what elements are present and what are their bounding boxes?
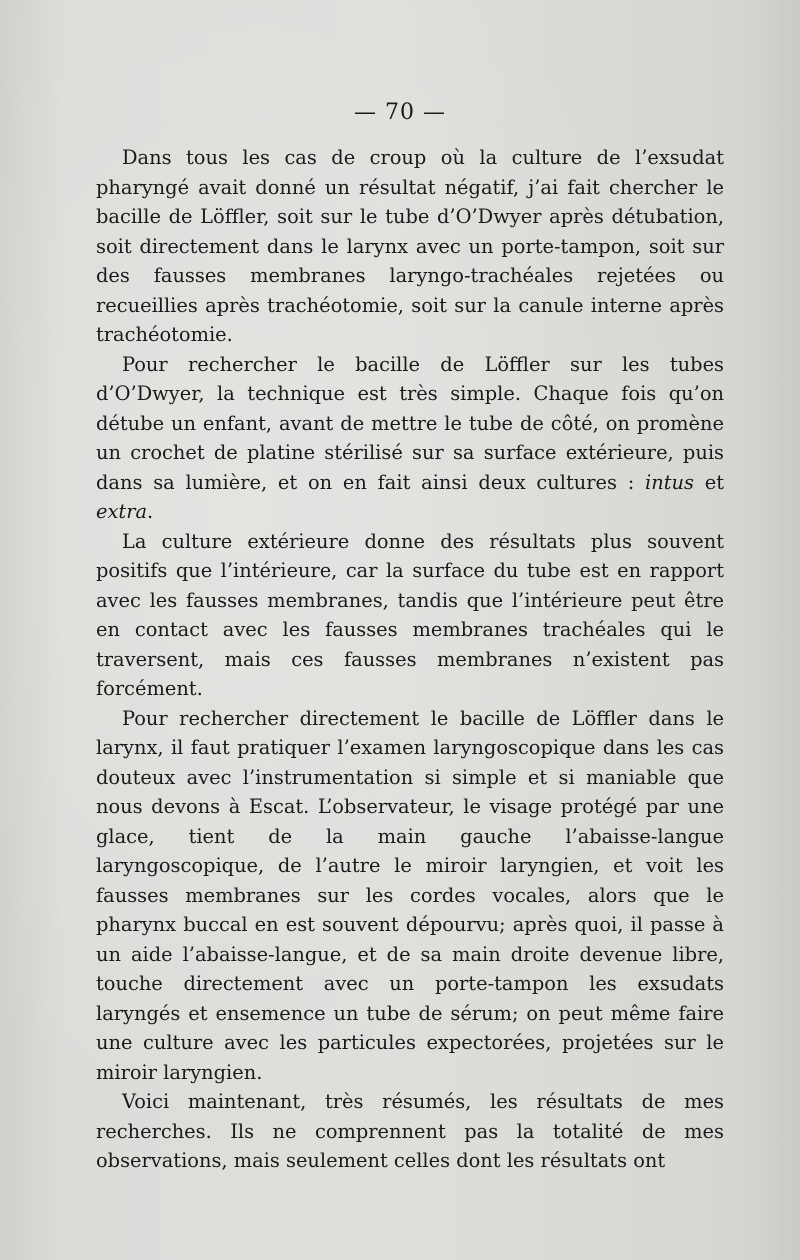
- paragraph-2-text-before: Pour rechercher le bacille de Löffler sur les tubes d’O’Dwyer, la technique est très simple. Chaque fois qu’on détube un enfant, avant de mettre le tube de côté, on promène un crochet de platine stérilisé sur sa surface extérieure, puis dans sa lumière, et on en fait ainsi deux cultures :: [96, 352, 724, 494]
- paragraph-5: Voici maintenant, très résumés, les résultats de mes recherches. Ils ne comprennent pas la totalité de mes observations, mais seulement celles dont les résultats ont: [96, 1090, 724, 1172]
- paragraph-2-text-middle: et: [693, 470, 724, 494]
- paragraph-3: La culture extérieure donne des résultats plus souvent positifs que l’intérieure, car la surface du tube est en rapport avec les fausses membranes, tandis que l’intérieure peut être en contact avec les fausses membranes trachéales qui le traversent, mais ces fausses membranes n’existent pas forcément.: [96, 529, 724, 700]
- paragraph-4: Pour rechercher directement le bacille de Löffler dans le larynx, il faut pratiquer l’examen laryngoscopique dans les cas douteux avec l’instrumentation si simple et si maniable que nous devons à Escat. L’observateur, le visage protégé par une glace, tient de la main gauche l’abaisse-langue laryngoscopique, de l’autre le miroir laryngien, et voit les fausses membranes sur les cordes vocales, alors que le pharynx buccal en est souvent dépourvu; après quoi, il passe à un aide l’abaisse-langue, et de sa main droite devenue libre, touche directement avec un porte-tampon les exsudats laryngés et ensemence un tube de sérum; on peut même faire une culture avec les particules expectorées, projetées sur le miroir laryngien.: [96, 706, 724, 1084]
- page-number: — 70 —: [354, 100, 446, 125]
- paragraph-2: [96, 350, 724, 527]
- paragraph-1: Dans tous les cas de croup où la culture de l’exsudat pharyngé avait donné un résultat négatif, j’ai fait chercher le bacille de Löffler, soit sur le tube d’O’Dwyer après détubation, soit directement dans le larynx avec un porte-tampon, soit sur des fausses membranes laryngo-trachéales rejetées ou recueillies après trachéotomie, soit sur la canule interne après trachéotomie.: [96, 146, 724, 346]
- paragraph-2-text-after: .: [147, 500, 154, 523]
- italic-intus: intus: [645, 470, 694, 494]
- italic-extra: extra: [96, 500, 148, 523]
- body-text: [96, 143, 724, 1176]
